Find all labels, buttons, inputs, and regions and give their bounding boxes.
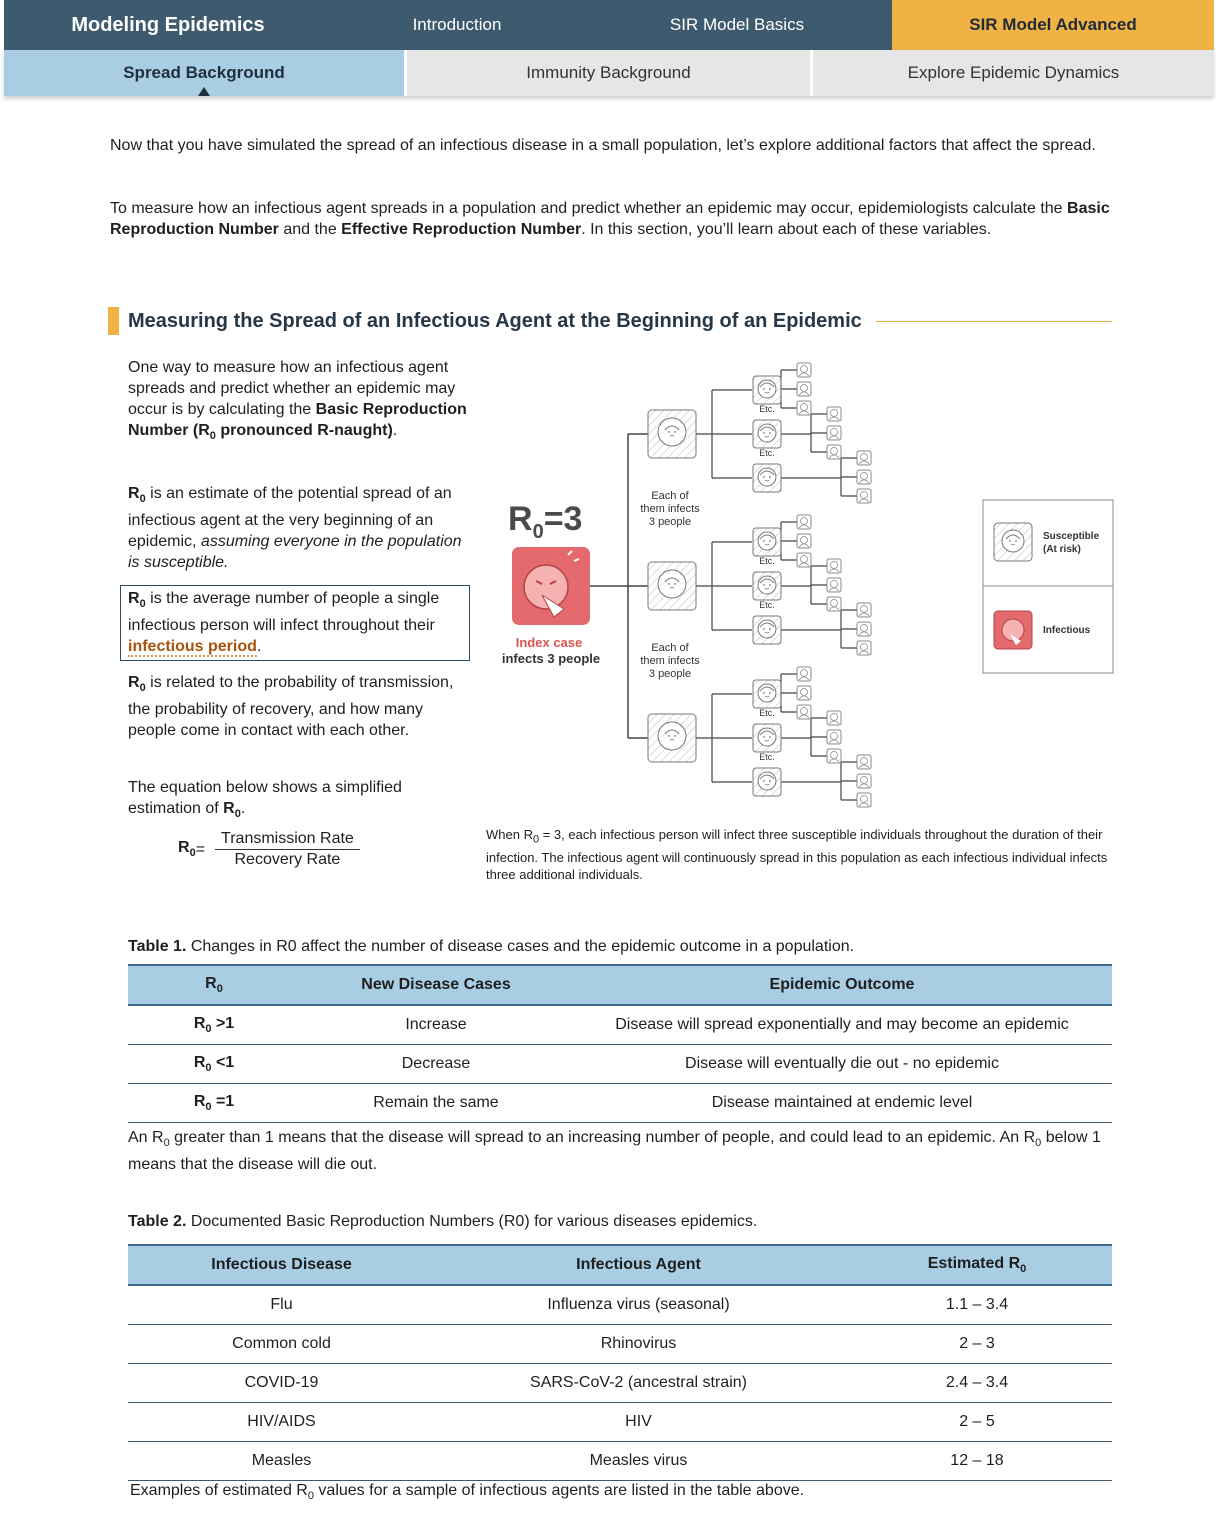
text: is an estimate of the potential spread of an infectious agent at the very beginning of an epidemic, xyxy=(128,485,452,551)
col-header-new-cases: New Disease Cases xyxy=(300,965,572,1005)
r0-cell: 12 – 18 xyxy=(842,1442,1112,1481)
etc-label: Etc. xyxy=(759,708,775,718)
table2-note: Examples of estimated $R_0$ values for a sample of infectious agents are listed in the table above. xyxy=(130,1482,805,1503)
gen3-person-icon xyxy=(827,749,841,763)
gen3-person-icon xyxy=(797,363,811,377)
infectious-period-link[interactable]: infectious period xyxy=(128,638,257,656)
gen2-person-icon xyxy=(753,680,781,708)
brand-title[interactable]: Modeling Epidemics xyxy=(71,13,265,36)
r0-cell: 2 – 3 xyxy=(842,1325,1112,1364)
table2-caption: Table 2. Documented Basic Reproduction Numbers (R0) for various diseases epidemics. xyxy=(128,1213,758,1230)
r0-equals-3-label: $R_0=3$ xyxy=(508,500,583,543)
r0-symbol: $R_0$ xyxy=(128,485,146,506)
disease-cell: Flu xyxy=(128,1285,435,1325)
section-header xyxy=(108,306,1112,336)
index-case-sublabel: infects 3 people xyxy=(501,651,601,666)
etc-label: Etc. xyxy=(759,404,775,414)
r0-cell: 1.1 – 3.4 xyxy=(842,1285,1112,1325)
gen3-person-icon xyxy=(827,711,841,725)
table1-note: An $R_0$ greater than 1 means that the disease will spread to an increasing number of people, and could lead to an epidemic. An $R_0$ below 1 means that the disease will die out. xyxy=(128,1129,1101,1174)
gen3-person-icon xyxy=(797,401,811,415)
text: is related to the probability of transmission, the probability of recovery, and how many people come in contact with each other. xyxy=(128,674,454,740)
gen3-person-icon xyxy=(797,534,811,548)
gen3-person-icon xyxy=(827,597,841,611)
table-row xyxy=(128,1364,1112,1403)
outcome-cell: Disease will eventually die out - no epidemic xyxy=(572,1045,1112,1084)
disease-cell: COVID-19 xyxy=(128,1364,435,1403)
gen2-person-icon xyxy=(753,464,781,492)
gen3-person-icon xyxy=(797,686,811,700)
text: is the average number of people a single infectious person will infect throughout their xyxy=(128,590,440,635)
gen3-person-icon xyxy=(827,407,841,421)
top-nav xyxy=(4,0,1214,50)
table1-caption: Table 1. Changes in R0 affect the number of disease cases and the epidemic outcome in a population. xyxy=(128,938,855,955)
equation-lhs: $R_0$ xyxy=(178,839,196,860)
cases-cell: Remain the same xyxy=(300,1084,572,1123)
subtab-immunity-background[interactable]: Immunity Background xyxy=(407,50,813,96)
table-row xyxy=(128,1045,1112,1084)
gen2-person-icon xyxy=(753,528,781,556)
r0-equation xyxy=(178,830,360,869)
agent-cell: HIV xyxy=(435,1403,842,1442)
r0-cell: $R_0 >1$ xyxy=(128,1005,300,1045)
subtab-explore-epidemic-dynamics[interactable]: Explore Epidemic Dynamics xyxy=(907,63,1120,82)
table-header-row xyxy=(128,965,1112,1005)
etc-label: Etc. xyxy=(759,752,775,762)
equals-sign: = xyxy=(195,840,206,858)
gen3-person-icon xyxy=(857,774,871,788)
gen3-person-icon xyxy=(857,755,871,769)
r0-average-paragraph xyxy=(128,588,468,657)
infectious-legend-icon xyxy=(994,611,1032,649)
table-row xyxy=(128,1403,1112,1442)
col-header-disease: Infectious Disease xyxy=(128,1245,435,1285)
agent-cell: Influenza virus (seasonal) xyxy=(435,1285,842,1325)
gen3-person-icon xyxy=(827,730,841,744)
gen2-person-icon xyxy=(753,768,781,796)
r0-cell: $R_0 <1$ xyxy=(128,1045,300,1084)
table-row xyxy=(128,1325,1112,1364)
intro-text: . In this section, you’ll learn about each of these variables. xyxy=(581,221,992,238)
intro-text: To measure how an infectious agent spreads in a population and predict whether an epidemic may occur, epidemiologists calculate the xyxy=(110,200,1068,217)
legend-susceptible-sublabel: (At risk) xyxy=(1043,544,1081,555)
r0-estimate-paragraph xyxy=(128,483,473,573)
each-infects-label: Each of them infects 3 people xyxy=(640,490,700,528)
legend-infectious-label: Infectious xyxy=(1043,625,1091,636)
table2 xyxy=(128,1244,1112,1481)
tab-sir-model-basics[interactable]: SIR Model Basics xyxy=(669,15,805,34)
gen3-person-icon xyxy=(827,426,841,440)
equation-fraction xyxy=(215,830,360,869)
r0-symbol: $R_0$ xyxy=(128,674,146,695)
r0-definition-paragraph xyxy=(128,357,473,447)
gen2-person-icon xyxy=(753,616,781,644)
gen3-person-icon xyxy=(797,553,811,567)
disease-cell: Common cold xyxy=(128,1325,435,1364)
gen3-person-icon xyxy=(797,382,811,396)
outcome-cell: Disease will spread exponentially and may become an epidemic xyxy=(572,1005,1112,1045)
subtab-spread-background[interactable] xyxy=(4,50,407,96)
text: The equation below shows a simplified estimation of xyxy=(128,779,402,817)
gen3-person-icon xyxy=(797,667,811,681)
text: . xyxy=(240,800,246,817)
section-title: Measuring the Spread of an Infectious Agent at the Beginning of an Epidemic xyxy=(128,309,862,332)
disease-cell: Measles xyxy=(128,1442,435,1481)
gen3-person-icon xyxy=(857,451,871,465)
effective-reproduction-number-term: Effective Reproduction Number xyxy=(341,221,582,238)
active-caret-icon xyxy=(198,87,210,96)
table-row xyxy=(128,1442,1112,1481)
legend-susceptible-label: Susceptible xyxy=(1043,531,1100,542)
susceptible-legend-icon xyxy=(994,523,1032,561)
cases-cell: Increase xyxy=(300,1005,572,1045)
gen3-person-icon xyxy=(857,470,871,484)
gen3-person-icon xyxy=(827,559,841,573)
col-header-estimated-r0: Estimated $R_0$ xyxy=(842,1245,1112,1285)
etc-label: Etc. xyxy=(759,448,775,458)
gen1-person-icon xyxy=(648,410,696,458)
gen3-person-icon xyxy=(797,515,811,529)
r0-related-paragraph xyxy=(128,672,473,741)
section-divider xyxy=(876,321,1112,322)
tab-sir-model-advanced[interactable]: SIR Model Advanced xyxy=(892,0,1214,50)
tab-introduction[interactable]: Introduction xyxy=(412,15,502,34)
section-accent-bar xyxy=(108,307,119,335)
gen3-person-icon xyxy=(857,489,871,503)
intro-text: and the xyxy=(278,221,342,238)
figure-caption: When $R_0 = 3$, each infectious person will infect three susceptible individuals throughout the duration of their infection. The infectious agent will continuously spread in this population as each infectious individual infects three additional individuals. xyxy=(486,827,1108,882)
gen3-person-icon xyxy=(827,445,841,459)
each-infects-label: Each of them infects 3 people xyxy=(640,642,700,680)
table-row xyxy=(128,1084,1112,1123)
text: . xyxy=(256,638,262,656)
index-case-label: Index case xyxy=(515,635,583,650)
agent-cell: Measles virus xyxy=(435,1442,842,1481)
gen3-person-icon xyxy=(857,622,871,636)
equation-intro-paragraph xyxy=(128,777,473,825)
subtab-label: Spread Background xyxy=(123,63,285,82)
gen3-person-icon xyxy=(827,578,841,592)
r0-cell: 2 – 5 xyxy=(842,1403,1112,1442)
agent-cell: Rhinovirus xyxy=(435,1325,842,1364)
table1 xyxy=(128,964,1112,1123)
gen3-person-icon xyxy=(857,641,871,655)
gen3-person-icon xyxy=(857,603,871,617)
agent-cell: SARS-CoV-2 (ancestral strain) xyxy=(435,1364,842,1403)
gen3-person-icon xyxy=(857,793,871,807)
col-header-outcome: Epidemic Outcome xyxy=(572,965,1112,1005)
col-header-r0: $R_0$ xyxy=(128,965,300,1005)
gen2-person-icon xyxy=(753,376,781,404)
r0-term: Basic Reproduction Number ($R_0$ pronounced R-naught) xyxy=(128,401,467,443)
legend xyxy=(983,500,1113,673)
sub-nav xyxy=(4,50,1214,96)
disease-cell: HIV/AIDS xyxy=(128,1403,435,1442)
r0-cell: 2.4 – 3.4 xyxy=(842,1364,1112,1403)
equation-numerator: Transmission Rate xyxy=(215,830,360,850)
r0-transmission-diagram xyxy=(490,355,1130,815)
r0-symbol: $R_0$ xyxy=(223,800,241,821)
etc-label: Etc. xyxy=(759,556,775,566)
gen3-person-icon xyxy=(797,705,811,719)
outcome-cell: Disease maintained at endemic level xyxy=(572,1084,1112,1123)
text: . xyxy=(392,422,398,439)
index-case-icon xyxy=(512,547,590,625)
table-row xyxy=(128,1285,1112,1325)
table-header-row xyxy=(128,1245,1112,1285)
basic-reproduction-number-term: Basic Reproduction Number xyxy=(110,200,1110,238)
intro-paragraph-1: Now that you have simulated the spread of an infectious disease in a small population, let’s explore additional factors that affect the spread. xyxy=(110,137,1096,154)
gen2-person-icon xyxy=(753,420,781,448)
cases-cell: Decrease xyxy=(300,1045,572,1084)
etc-label: Etc. xyxy=(759,600,775,610)
text: One way to measure how an infectious agent spreads and predict whether an epidemic may occur is by calculating the xyxy=(128,359,456,418)
r0-symbol: $R_0$ xyxy=(128,590,146,611)
table-row xyxy=(128,1005,1112,1045)
col-header-agent: Infectious Agent xyxy=(435,1245,842,1285)
intro-paragraph-2 xyxy=(110,198,1110,240)
gen1-person-icon xyxy=(648,562,696,610)
r0-cell: $R_0 =1$ xyxy=(128,1084,300,1123)
gen2-person-icon xyxy=(753,572,781,600)
equation-denominator: Recovery Rate xyxy=(234,851,341,868)
assumption-text: assuming everyone in the population is susceptible. xyxy=(128,533,462,572)
gen1-person-icon xyxy=(648,714,696,762)
gen2-person-icon xyxy=(753,724,781,752)
